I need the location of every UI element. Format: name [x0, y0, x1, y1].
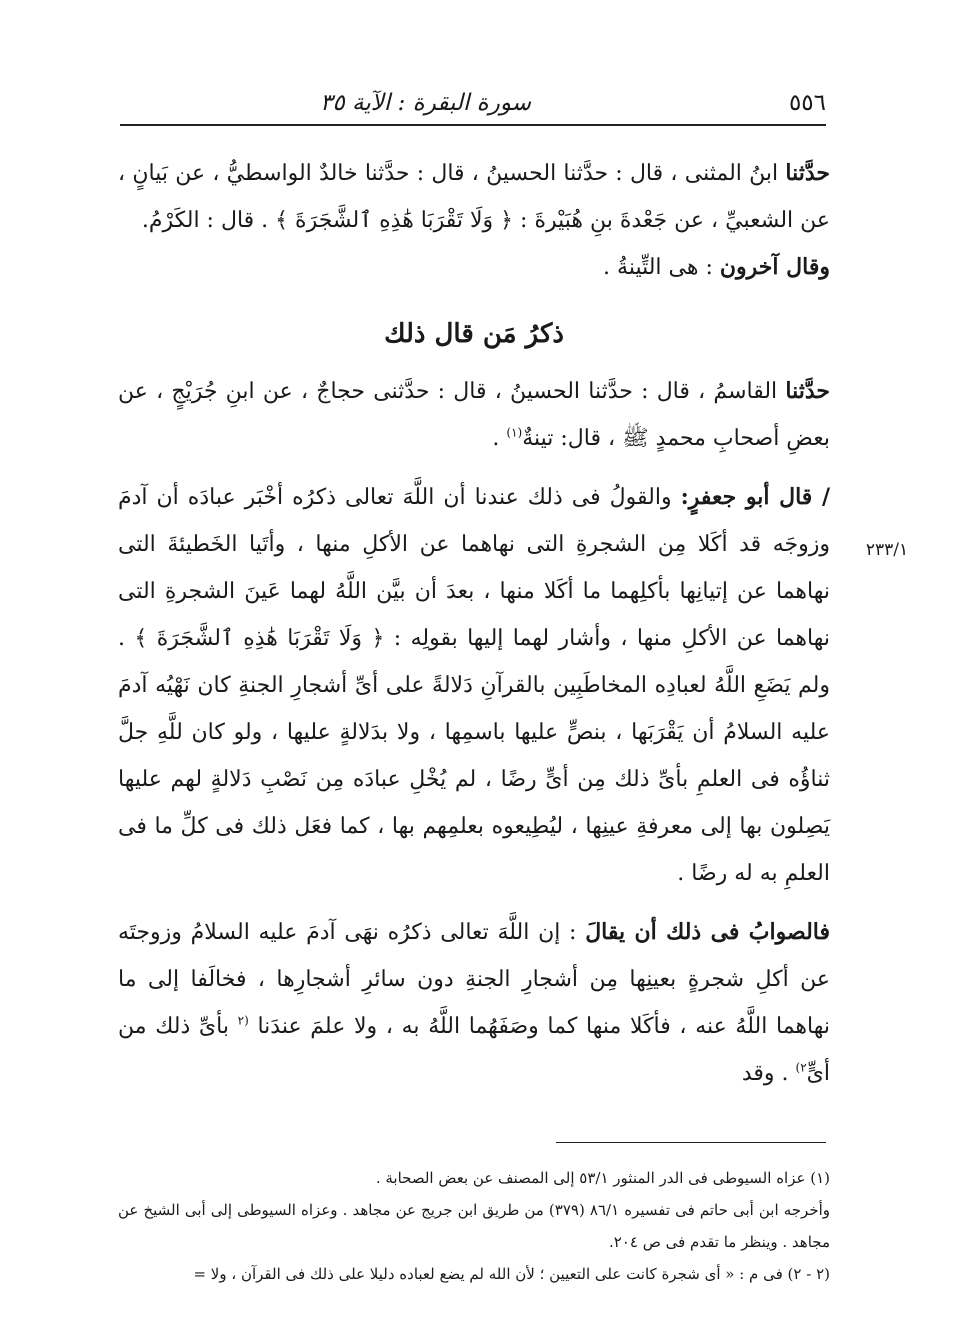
paragraph-1-lead: حدَّثنا: [785, 160, 830, 186]
paragraph-1-text-a: ابنُ المثنى ، قال : حدَّثنا الحسينُ ، قال : حدَّثنا خالدٌ الواسطيُّ ، عن بَيانٍ ، عن الشعبيِّ ، عن جَعْدةَ بنِ هُبَيْرةَ :: [118, 161, 830, 233]
footnote-1-continued: وأخرجه ابن أبى حاتم فى تفسيره ٨٦/١ (٣٧٩) من طريق ابن جريج عن مجاهد . وعزاه السيوطى إلى أبى الشيخ عن مجاهد . وينظر ما تقدم فى ص ٢٠٤.: [118, 1201, 831, 1251]
quran-quote-2: ﴿ وَلَا تَقْرَبَا هَٰذِهِ ٱلشَّجَرَةَ ﴾: [134, 626, 385, 651]
quran-quote-1: ﴿ وَلَا تَقْرَبَا هَٰذِهِ ٱلشَّجَرَةَ ﴾: [275, 208, 514, 233]
paragraph-4-text-a: والقولُ فى ذلك عندنا أن اللَّهَ تعالى ذكرُه أخْبَر عبادَه أن آدمَ وزوجَه قد أكَلا مِن الشجرةِ التى نهاهما عن الأكلِ منها ، وأتَيا الخَطيئةَ التى نهاهما عن إتيانِها بأكلِهما ما أكَلا منها ، بعدَ أن بيَّن اللَّهُ لهما عَينَ الشجرةِ التى نهاهما عن الأكلِ منها ، وأشار لهما إليها بقولِه :: [118, 485, 830, 651]
paragraph-5-end: . وقد: [741, 1061, 796, 1086]
paragraph-2-lead: وقال آخرون: [719, 254, 830, 280]
paragraph-5-text: : إن اللَّهَ تعالى ذكرُه نهَى آدمَ عليه السلامُ وزوجتَه عن أكلِ شجرةٍ بعينِها مِن أشجارِ الجنةِ دون سائرِ أشجارِها ، فخالَفا إلى ما نهاهما اللَّهُ عنه ، فأكَلا منها كما وصَفَهُما اللَّهُ به ، ولا علمَ عندَنا: [118, 920, 830, 1039]
footnote-marker-2-close: ٢): [795, 1060, 807, 1075]
paragraph-2-text: : هى التِّينةُ .: [603, 255, 720, 280]
footnote-2: (٢ - ٢) فى م : « أى شجرة كانت على التعيين ؛ لأن الله لم يضع لعباده دليلا على ذلك فى القرآن ، ولا =: [193, 1265, 830, 1283]
footnote-marker-2-open: (٢: [237, 1013, 249, 1028]
footnote-1: (١) عزاه السيوطى فى الدر المنثور ٥٣/١ إلى المصنف عن بعض الصحابة .: [375, 1169, 830, 1187]
paragraph-3-end: .: [492, 426, 507, 451]
paragraph-5-mid: بأىِّ ذلك من أىٍّ: [118, 1014, 830, 1086]
paragraph-2: [118, 244, 830, 291]
footnote-rule: [556, 1142, 826, 1143]
paragraph-4-text-b: . ولم يَضَعِ اللَّهُ لعبادِه المخاطَبِين بالقرآنِ دَلالةً على أىِّ أشجارِ الجنةِ كان نَهْيُه آدمَ عليه السلامُ أن يَقْرَبَها ، بنصٍّ عليها باسمِها ، ولا بدَلالةٍ عليها ، ولو كان للَّهِ جلَّ ثناؤُه فى العلمِ بأىِّ ذلك مِن أىٍّ رضًا ، لم يُخْلِ عبادَه مِن نَصْبِ دَلالةٍ لهم عليها يَصِلون بها إلى معرفةِ عينِها ، ليُطِيعوه بعلمِهم بها ، كما فعَل ذلك فى كلِّ ما فى العلمِ به له رضًا .: [118, 626, 830, 886]
margin-reference: ٢٣٣/١: [865, 540, 909, 560]
paragraph-1-text-b: . قال : الكَرْمُ.: [141, 208, 276, 233]
paragraph-4: [118, 474, 830, 897]
page-number: ٥٥٦: [788, 90, 826, 116]
footnotes: [118, 1162, 830, 1290]
running-head: سورة البقرة : الآية ٣٥: [320, 90, 531, 116]
footnote-marker-1: (١): [506, 425, 523, 440]
paragraph-3-lead: حدَّثنا: [785, 378, 830, 404]
paragraph-4-lead: / قال أبو جعفرٍ:: [680, 484, 831, 510]
paragraph-3: [118, 368, 830, 462]
section-heading: ذكرُ مَن قال ذلك: [384, 319, 564, 349]
page-header: [120, 72, 826, 116]
paragraph-3-text: القاسمُ ، قال : حدَّثنا الحسينُ ، قال : حدَّثنى حجاجٌ ، عن ابنِ جُرَيْجٍ ، عن بعضِ أصحابِ محمدٍ ﷺ ، قال: تينةٌ: [118, 379, 830, 451]
paragraph-5-lead: فالصوابُ فى ذلك أن يقالَ: [585, 919, 830, 945]
header-rule: [120, 124, 826, 126]
main-text: [118, 150, 830, 1097]
paragraph-5: [118, 909, 830, 1097]
paragraph-1: [118, 150, 830, 244]
